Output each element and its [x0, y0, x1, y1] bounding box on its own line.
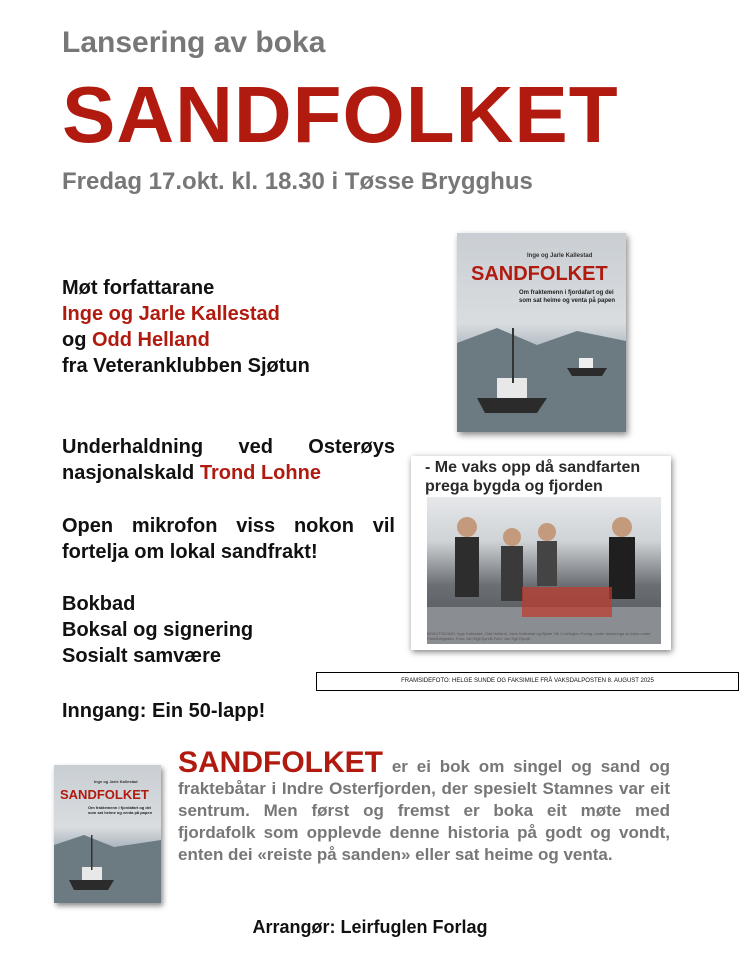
authors-club: fra Veteranklubben Sjøtun — [62, 355, 310, 377]
book-title: SANDFOLKET — [62, 70, 619, 159]
authors-intro: Møt forfattarane — [62, 277, 215, 299]
entertainer-name: Trond Lohne — [199, 462, 321, 484]
program-item: Sosialt samvære — [62, 645, 221, 667]
photo-credit: FRAMSIDEFOTO: HELGE SUNDE OG FAKSIMILE FRÅ VAKSDALPOSTEN 8. AUGUST 2025 — [316, 672, 739, 691]
program-item: Bokbad — [62, 593, 136, 615]
authors-block — [62, 275, 310, 379]
organizer: Arrangør: Leirfuglen Forlag — [252, 917, 488, 937]
clipping-caption: BOKUTGIVING: Inge Kallestad, Odd Helland, Jarle Kallestad og Bjarte Vik i Leirfuglen Forlag, under lanseringa av boka under Pakethelgedan. Foto: Jan Egil Dyrvik Foto: Jan Egil Dyrvik — [427, 631, 651, 641]
entertainment-text: Underhaldning ved Osterøys nasjonalskald Trond Lohne — [62, 436, 395, 484]
book-cover-image: Inge og Jarle Kallestad SANDFOLKET Om fraktemenn i fjordafart og dei som sat heime og venta på papen — [457, 233, 626, 432]
program-item: Boksal og signering — [62, 619, 254, 641]
newspaper-clipping — [411, 456, 671, 650]
authors-names-1: Inge og Jarle Kallestad — [62, 303, 280, 325]
entry-fee: Inngang: Ein 50-lapp! — [62, 700, 266, 722]
event-dateline: Fredag 17.okt. kl. 18.30 i Tøsse Brygghus — [62, 168, 533, 195]
authors-line-2: og Odd Helland — [62, 329, 210, 351]
clipping-headline: - Me vaks opp då sandfarten prega bygda og fjorden — [425, 459, 641, 495]
book-cover-small-image: Inge og Jarle Kallestad SANDFOLKET Om fraktemenn i fjordafart og dei som sat heime og venta på papen — [54, 765, 161, 903]
description-title: SANDFOLKET — [178, 746, 383, 779]
subtitle: Lansering av boka — [62, 26, 326, 59]
authors-names-2: Odd Helland — [92, 329, 210, 351]
book-description: SANDFOLKET er ei bok om singel og sand og fraktebåtar i Indre Osterfjorden, der spesielt Stamnes var eit sentrum. Men først og fremst er boka eit møte med fjordafolk som opplevde denne historia på godt og vondt, enten dei «reiste på sanden» eller sat heime og venta. — [178, 746, 670, 864]
open-mic-text: Open mikrofon viss nokon vil fortelja om lokal sandfrakt! — [62, 515, 395, 563]
program-list — [62, 591, 253, 669]
clipping-photo — [427, 497, 661, 644]
boat-illustration — [457, 233, 626, 432]
